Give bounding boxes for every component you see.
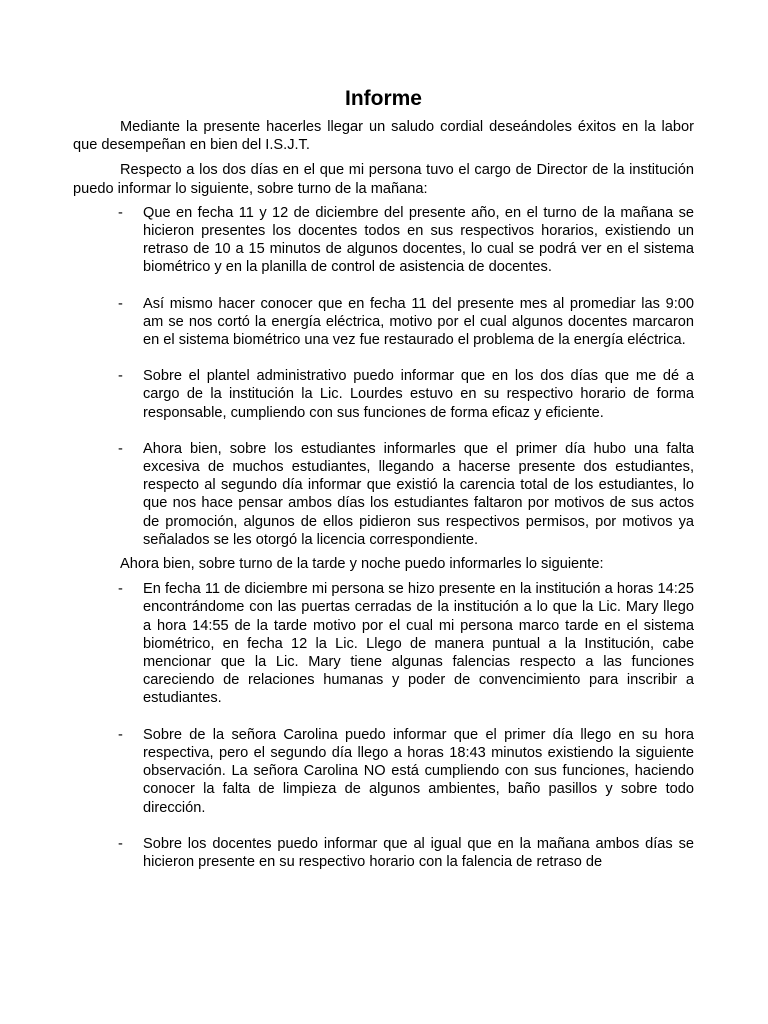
bullet-dash: - [118,295,123,312]
list-item-text: Que en fecha 11 y 12 de diciembre del presente año, en el turno de la mañana se hicieron presentes los docentes todos en sus respectivos horarios, existiendo un retraso de 10 a 15 minutos de algunos docentes, lo cual se podrá ver en el sistema biométrico y en la planilla de control de asistencia de docentes. [143,204,694,276]
document-body [73,86,694,871]
bullet-dash: - [118,726,123,743]
list-item [73,580,694,707]
list-item [73,726,694,817]
bullet-dash: - [118,440,123,457]
morning-list [73,204,694,549]
list-item [73,204,694,277]
list-item [73,835,694,871]
list-item-text: Así mismo hacer conocer que en fecha 11 del presente mes al promediar las 9:00 am se nos cortó la energía eléctrica, motivo por el cual algunos docentes marcaron en el sistema biométrico una vez fue restaurado el problema de la energía eléctrica. [143,295,694,349]
list-item [73,440,694,549]
list-item-text: Ahora bien, sobre los estudiantes informarles que el primer día hubo una falta excesiva de muchos estudiantes, llegando a hacerse presente dos estudiantes, respecto al segundo día informar que existió la carencia total de los estudiantes, lo que nos hace pensar ambos días los estudiantes faltaron por motivos de sus actos de promoción, algunos de ellos pidieron sus respectivos permisos, por motivos ya señalados se les otorgó la licencia correspondiente. [143,440,694,548]
list-item [73,295,694,350]
list-item-text: Sobre el plantel administrativo puedo informar que en los dos días que me dé a cargo de la institución la Lic. Lourdes estuvo en su respectivo horario de forma responsable, cumpliendo con sus funciones de forma eficaz y eficiente. [143,368,694,421]
morning-intro-paragraph: Respecto a los dos días en el que mi persona tuvo el cargo de Director de la institución puedo informar lo siguiente, sobre turno de la mañana: [73,162,694,197]
bullet-dash: - [118,368,123,385]
bullet-dash: - [118,204,123,221]
afternoon-intro-paragraph: Ahora bien, sobre turno de la tarde y noche puedo informarles lo siguiente: [120,556,604,573]
document-title: Informe [344,87,422,110]
list-item-text: Sobre los docentes puedo informar que al igual que en la mañana ambos días se hicieron presente en su respectivo horario con la falencia de retraso de [143,835,694,870]
bullet-dash: - [118,581,123,598]
bullet-dash: - [118,835,123,852]
list-item-text: Sobre de la señora Carolina puedo informar que el primer día llego en su hora respectiva, pero el segundo día llego a horas 18:43 minutos existiendo la siguiente observación. La señora Carolina NO está cumpliendo con sus funciones, haciendo conocer la falta de limpieza de algunos ambientes, baño pasillos y sobre todo dirección. [143,726,694,816]
list-item [73,367,694,422]
list-item-text: En fecha 11 de diciembre mi persona se hizo presente en la institución a horas 14:25 encontrándome con las puertas cerradas de la institución a lo que la Lic. Mary llego a hora 14:55 de la tarde motivo por el cual mi persona marco tarde en el sistema biométrico, en fecha 12 la Lic. Llego de manera puntual a la Institución, cabe mencionar que la Lic. Mary tiene algunas falencias respecto a las funciones careciendo de relaciones humanas y poder de convencimiento para inscribir a estudiantes. [143,581,694,707]
afternoon-list [73,580,694,871]
greeting-paragraph: Mediante la presente hacerles llegar un saludo cordial deseándoles éxitos en la labor que desempeñan en bien del I.S.J.T. [73,119,694,154]
